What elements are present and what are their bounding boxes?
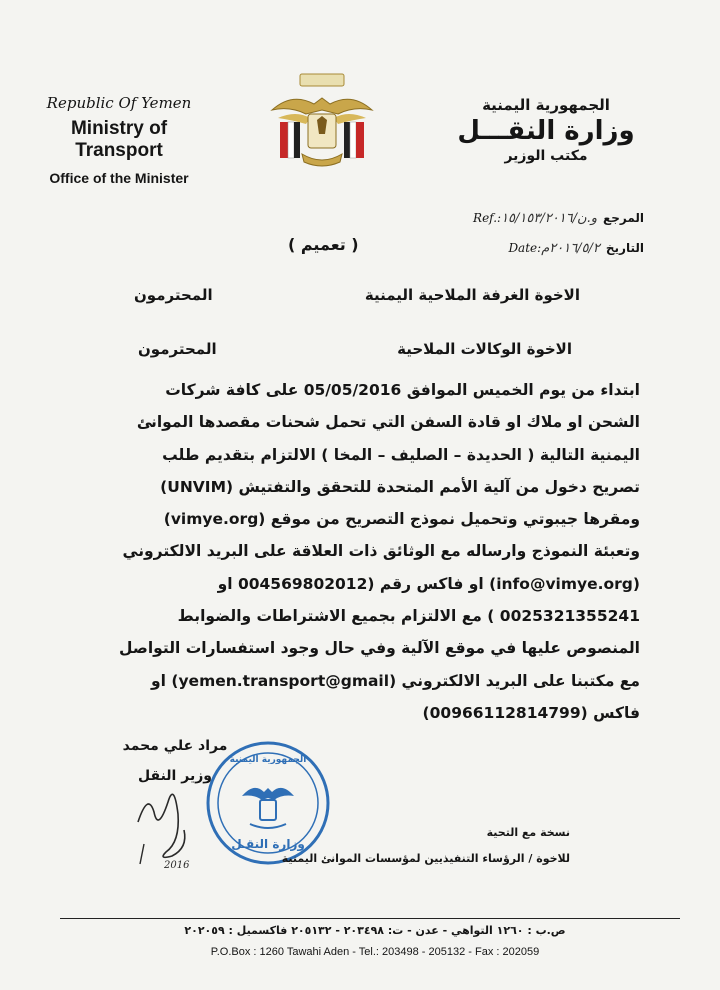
office-name-en: Office of the Minister	[49, 170, 189, 186]
body-line: ومقرها جيبوتي وتحميل نموذج التصريح من موقع (vimye.org)	[163, 510, 640, 529]
reference-label-en: Ref.:	[473, 211, 502, 225]
signer-title: وزير النقل	[138, 768, 212, 784]
reference-block	[324, 203, 644, 263]
cc-label: نسخة مع التحية	[486, 826, 570, 839]
addressee-agencies: الاخوة الوكالات الملاحية	[397, 340, 572, 358]
date-row	[324, 233, 644, 263]
addressee-chamber: الاخوة الغرفة الملاحية اليمنية	[364, 286, 580, 304]
honorific-2: المحترمون	[138, 340, 217, 358]
ministry-name-ar: وزارة النقـــل	[457, 116, 635, 146]
reference-row	[324, 203, 644, 233]
body-line: مع مكتبنا على البريد الالكتروني (yemen.transport@gmail) او	[151, 671, 640, 690]
body-line: وتعبئة النموذج وارساله مع الوثائق ذات العلاقة على البريد الالكتروني	[122, 542, 640, 561]
date-label-en: Date:	[508, 241, 542, 255]
body-line: فاكس (00966112814799)	[422, 703, 640, 722]
footer-divider	[60, 918, 680, 919]
republic-name-ar: الجمهورية اليمنية	[482, 96, 610, 114]
footer-address-en: P.O.Box : 1260 Tawahi Aden - Tel.: 203498 - 205132 - Fax : 202059	[210, 946, 540, 958]
ministry-name-en: Ministry of Transport	[70, 118, 168, 161]
yemen-eagle-emblem	[262, 70, 382, 180]
honorific-1: المحترمون	[134, 286, 213, 304]
circular-label: ( تعميم )	[288, 235, 359, 254]
arabic-letterhead	[456, 96, 636, 164]
english-letterhead	[34, 94, 204, 186]
office-name-ar: مكتب الوزير	[504, 148, 588, 164]
seal-top-text: الجمهورية اليمنية	[229, 755, 307, 765]
body-line: اليمنية التالية ( الحديدة – الصليف – المخا ) الالتزام بتقديم طلب	[162, 445, 640, 464]
signer-name: مراد علي محمد	[122, 738, 228, 754]
body-line: 0025321355241 ) مع الالتزام بجميع الاشتراطات والضوابط	[177, 607, 640, 626]
cc-recipients: للاخوة / الرؤساء التنفيذيين لمؤسسات الموانئ اليمنية	[281, 852, 570, 865]
reference-label-ar: المرجع	[603, 211, 644, 225]
date-label-ar: التاريخ	[605, 241, 644, 255]
body-line: ابتداء من يوم الخميس الموافق 05/05/2016 على كافة شركات	[165, 381, 640, 399]
republic-name-en: Republic Of Yemen	[46, 94, 192, 112]
document-date: ٢٠١٦/٥/٢م	[541, 240, 600, 256]
body-line: تصريح دخول من آلية الأمم المتحدة للتحقق والتفتيش (UNVIM)	[160, 477, 640, 496]
body-line: (info@vimye.org) او فاكس رقم (004569802012 او	[217, 574, 640, 593]
circular-body	[100, 374, 640, 729]
signature-year: 2016	[164, 860, 190, 871]
reference-number: و.ن/١٥/١٥٣/٢٠١٦	[501, 210, 598, 226]
ministry-seal	[202, 738, 334, 868]
body-line: الشحن او ملاك او قادة السفن التي تحمل شحنات مقصدها الموانئ	[136, 413, 640, 432]
body-line: المنصوص عليها في موقع الآلية وفي حال وجود استفسارات التواصل	[119, 639, 640, 658]
seal-bottom-text: وزارة النقـل	[231, 837, 305, 851]
footer-address-ar: ص.ب : ١٢٦٠ التواهي - عدن - ت: ٢٠٣٤٩٨ - ٢٠٥١٣٢ فاكسميل : ٢٠٢٠٥٩	[184, 924, 566, 937]
